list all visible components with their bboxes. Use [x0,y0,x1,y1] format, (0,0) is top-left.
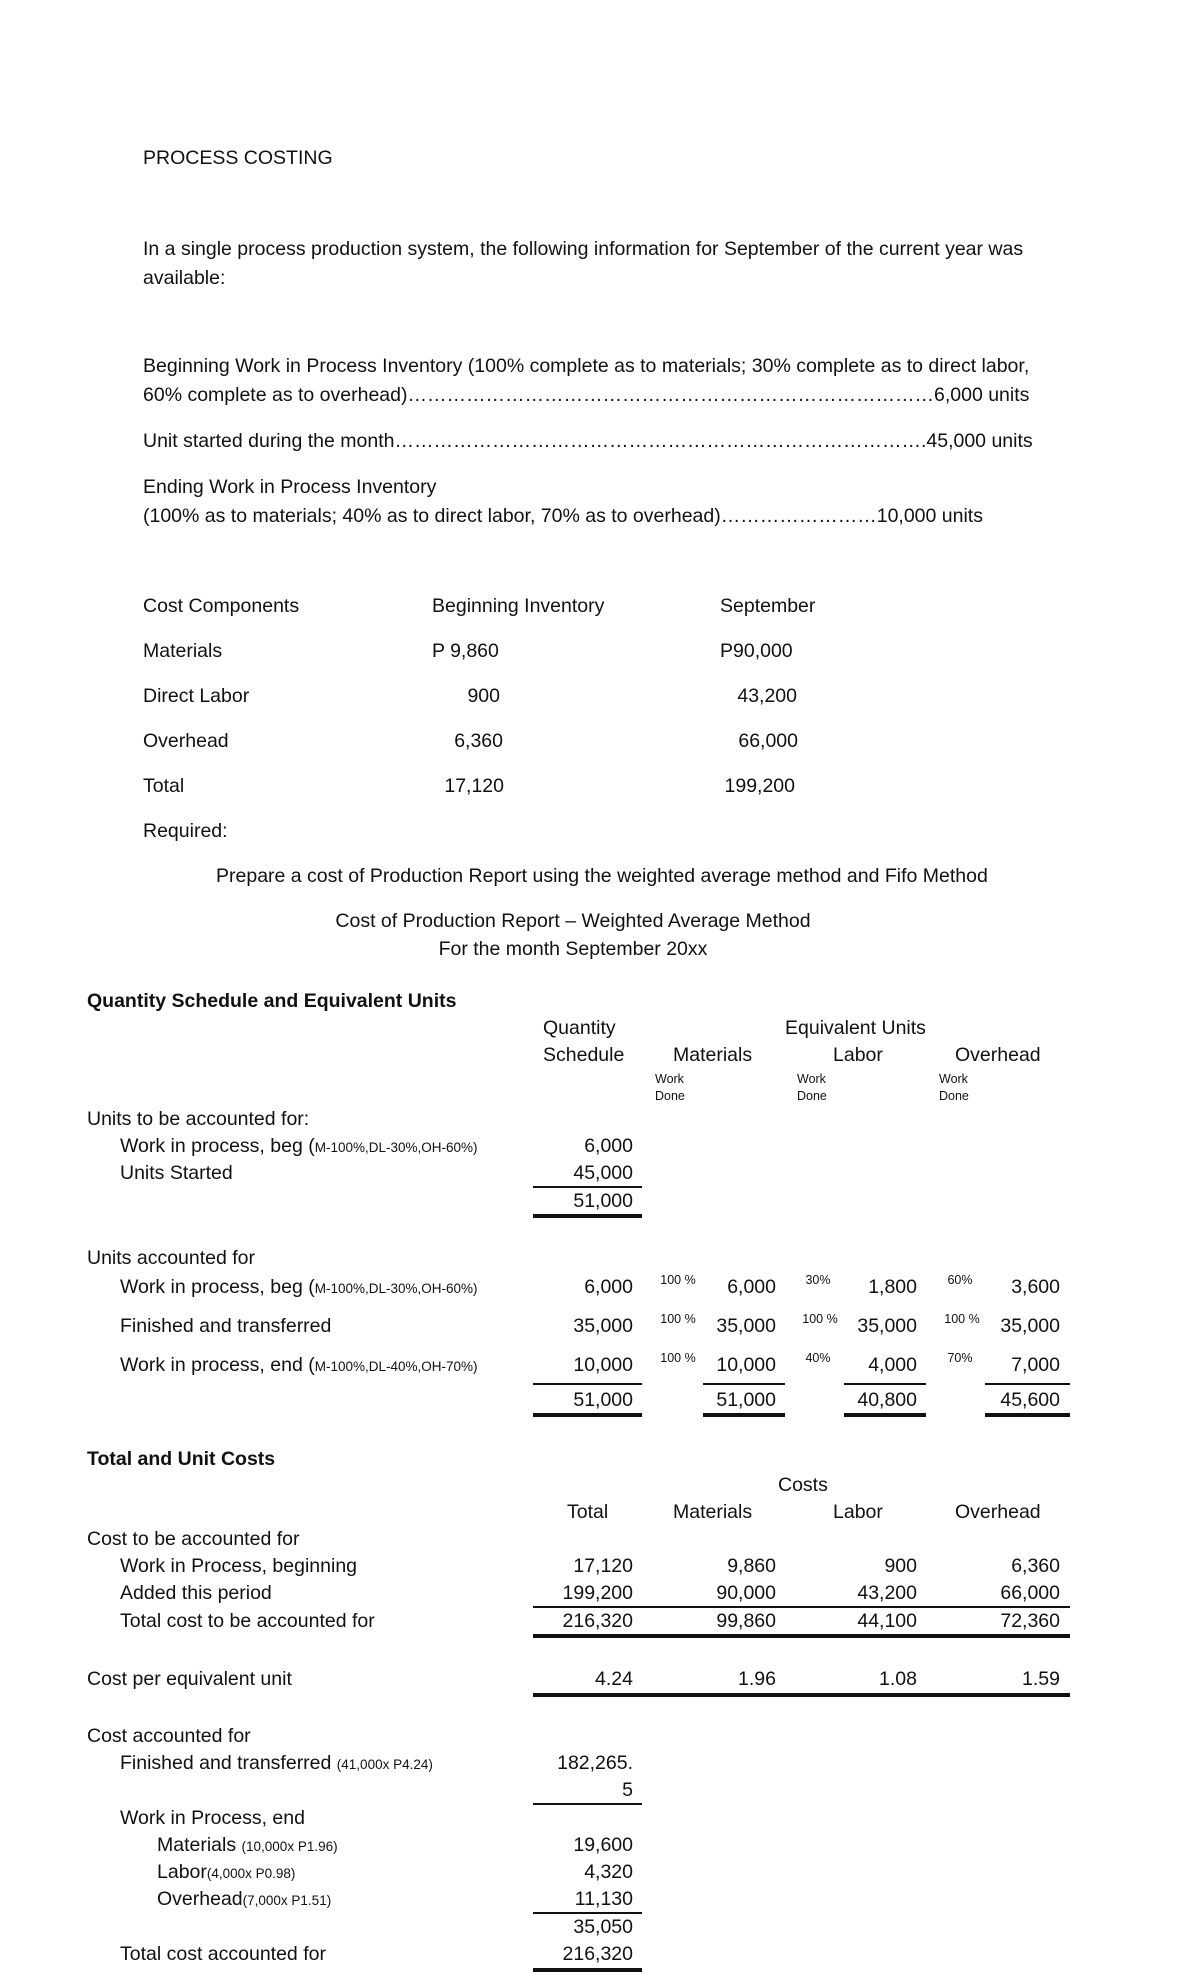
tuc-row-total: 17,120 [573,1555,633,1577]
tuc-wip-total: 35,050 [573,1916,633,1938]
qs-row-mat-pct: 100 % [660,1312,696,1326]
beg-wip-line-2: 60% complete as to overhead)………………………………………………………………………6,000 units [143,384,1030,406]
qs-row-mat-pct: 100 % [660,1351,696,1365]
qs-row-qty: 10,000 [573,1354,633,1376]
tuc-row-label: Work in Process, beginning [120,1555,358,1577]
tuc-col-materials: Materials [673,1501,753,1523]
cc-row-sep: 199,200 [724,775,795,797]
end-wip-line-1: Ending Work in Process Inventory [143,476,437,498]
qs-row-ovh: 35,000 [1000,1315,1060,1337]
qs-total-qty: 51,000 [573,1389,633,1411]
tuc-col-labor: Labor [833,1501,883,1523]
qs-heading: Quantity Schedule and Equivalent Units [87,990,457,1012]
qs-row-ovh-pct: 60% [947,1273,973,1287]
cc-header-september: September [720,595,816,617]
qs-row-ovh-pct: 70% [947,1351,973,1365]
qs-row-lab: 4,000 [868,1354,917,1376]
cc-row-label: Total [143,775,185,797]
qs-total-qty: 51,000 [573,1190,633,1212]
qs-row-lab-pct: 30% [805,1273,831,1287]
work-done-line-1: Work [797,1072,826,1086]
qs-row-lab-pct: 40% [805,1351,831,1365]
qs-row-lab: 35,000 [857,1315,917,1337]
tuc-cpeu-total: 4.24 [595,1668,633,1690]
qs-row-lab-pct: 100 % [802,1312,838,1326]
qs-beg-qty: 6,000 [584,1135,633,1157]
required-label: Required: [143,820,228,842]
double-underline [844,1413,926,1417]
underline [533,1912,642,1914]
report-title: Cost of Production Report – Weighted Average Method [335,910,811,932]
cc-header-beginning: Beginning Inventory [432,595,605,617]
double-underline [533,1214,642,1218]
qs-col-materials: Materials [673,1044,753,1066]
cc-row-label: Overhead [143,730,229,752]
tuc-row-lab: 43,200 [857,1582,917,1604]
end-wip-line-2: (100% as to materials; 40% as to direct labor, 70% as to overhead)……………………10,000 units [143,505,983,527]
qs-col-schedule: Schedule [543,1044,625,1066]
cc-row-sep: 66,000 [738,730,798,752]
required-text: Prepare a cost of Production Report using the weighted average method and Fifo Method [216,865,988,887]
tuc-col-total: Total [567,1501,609,1523]
tuc-row-total: 216,320 [562,1610,633,1632]
tuc-costs-label: Costs [778,1474,828,1496]
qs-row-ovh-pct: 100 % [944,1312,980,1326]
cc-header-components: Cost Components [143,595,300,617]
tuc-finished-label: Finished and transferred (41,000x P4.24) [120,1752,433,1774]
work-done-line-2: Done [797,1088,827,1103]
tuc-row-label: Added this period [120,1582,272,1604]
double-underline [533,1693,1070,1697]
cc-row-beg: 900 [467,685,500,707]
tuc-wip-item-value: 4,320 [584,1861,633,1883]
tuc-row-ovh: 66,000 [1000,1582,1060,1604]
qs-row-mat: 6,000 [727,1276,776,1298]
double-underline [985,1413,1070,1417]
beg-wip-line-1: Beginning Work in Process Inventory (100% complete as to materials; 30% complete as to direct labor, [143,355,1030,377]
work-done-label [939,1071,969,1105]
underline [985,1383,1070,1385]
tuc-col-overhead: Overhead [955,1501,1041,1523]
underline [533,1606,1070,1608]
tuc-cpeu-label: Cost per equivalent unit [87,1668,292,1690]
tuc-wip-end-label: Work in Process, end [120,1807,305,1829]
intro-paragraph: In a single process production system, the following information for September of the current year was available: [143,238,1024,290]
cc-row-beg: 17,120 [444,775,504,797]
cc-row-label: Materials [143,640,223,662]
qs-row-lab: 1,800 [868,1276,917,1298]
tuc-row-ovh: 72,360 [1000,1610,1060,1632]
tuc-heading: Total and Unit Costs [87,1448,276,1470]
qs-accounted-label: Units accounted for [87,1247,256,1269]
cc-row-sep: P90,000 [720,640,793,662]
qs-total-lab: 40,800 [857,1389,917,1411]
tuc-finished-value-2: 5 [622,1779,633,1801]
qs-beg-label: Work in process, beg (M-100%,DL-30%,OH-60%) [120,1135,478,1157]
tuc-wip-item: Overhead(7,000x P1.51) [157,1888,332,1910]
underline [844,1383,926,1385]
qs-row-qty: 6,000 [584,1276,633,1298]
tuc-wip-item: Materials (10,000x P1.96) [157,1834,338,1856]
double-underline [533,1634,1070,1638]
qs-total-mat: 51,000 [716,1389,776,1411]
tuc-row-ovh: 6,360 [1011,1555,1060,1577]
tuc-wip-item-value: 19,600 [573,1834,633,1856]
qs-row-label: Finished and transferred [120,1315,332,1337]
work-done-line-1: Work [939,1072,968,1086]
cc-row-label: Direct Labor [143,685,250,707]
tuc-total-label: Total cost accounted for [120,1943,326,1965]
qs-col-overhead: Overhead [955,1044,1041,1066]
tuc-accounted-label: Cost accounted for [87,1725,251,1747]
tuc-cpeu-lab: 1.08 [879,1668,917,1690]
work-done-label [797,1071,827,1105]
underline [703,1383,785,1385]
report-subtitle: For the month September 20xx [438,938,708,960]
underline [533,1803,642,1805]
qs-started-qty: 45,000 [573,1162,633,1184]
qs-started-label: Units Started [120,1162,233,1184]
qs-row-qty: 35,000 [573,1315,633,1337]
double-underline [533,1413,642,1417]
tuc-row-label: Total cost to be accounted for [120,1610,375,1632]
work-done-line-2: Done [939,1088,969,1103]
qs-row-ovh: 3,600 [1011,1276,1060,1298]
cc-row-beg: P 9,860 [432,640,499,662]
underline [533,1186,642,1188]
work-done-label [655,1071,685,1105]
tuc-wip-item: Labor(4,000x P0.98) [157,1861,296,1883]
tuc-cpeu-ovh: 1.59 [1022,1668,1060,1690]
qs-to-be-label: Units to be accounted for: [87,1108,310,1130]
tuc-finished-value-1: 182,265. [557,1752,633,1774]
tuc-row-mat: 99,860 [716,1610,776,1632]
qs-row-label: Work in process, end (M-100%,DL-40%,OH-70%) [120,1354,478,1376]
qs-col-quantity: Quantity [543,1017,616,1039]
tuc-row-lab: 44,100 [857,1610,917,1632]
tuc-cpeu-mat: 1.96 [738,1668,776,1690]
units-started-line: Unit started during the month……………………………………………………………………….45,000 units [143,430,1033,452]
qs-col-labor: Labor [833,1044,883,1066]
work-done-line-2: Done [655,1088,685,1103]
tuc-row-mat: 9,860 [727,1555,776,1577]
cc-row-sep: 43,200 [737,685,797,707]
qs-row-mat: 35,000 [716,1315,776,1337]
qs-row-ovh: 7,000 [1011,1354,1060,1376]
underline [533,1383,642,1385]
tuc-to-be-label: Cost to be accounted for [87,1528,300,1550]
double-underline [703,1413,785,1417]
qs-row-label: Work in process, beg (M-100%,DL-30%,OH-60%) [120,1276,478,1298]
qs-row-mat-pct: 100 % [660,1273,696,1287]
tuc-row-mat: 90,000 [716,1582,776,1604]
qs-col-equivalent-units: Equivalent Units [785,1017,926,1039]
tuc-row-total: 199,200 [562,1582,633,1604]
qs-total-ovh: 45,600 [1000,1389,1060,1411]
double-underline [533,1968,642,1972]
work-done-line-1: Work [655,1072,684,1086]
page-title: PROCESS COSTING [143,147,333,169]
qs-row-mat: 10,000 [716,1354,776,1376]
tuc-row-lab: 900 [884,1555,917,1577]
tuc-total-value: 216,320 [562,1943,633,1965]
cc-row-beg: 6,360 [454,730,503,752]
tuc-wip-item-value: 11,130 [574,1888,633,1910]
